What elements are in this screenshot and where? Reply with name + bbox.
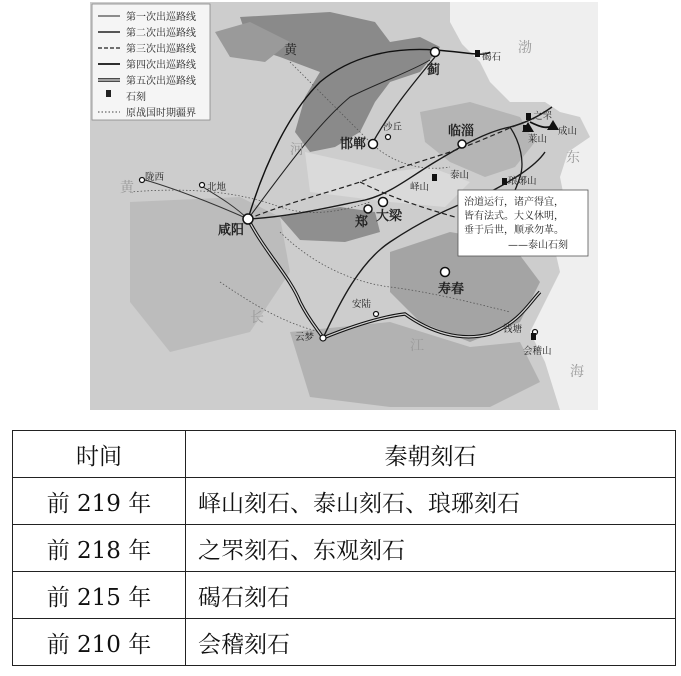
city-linzi: 临淄: [448, 124, 475, 139]
legend-item-2: 第二次出巡路线: [126, 28, 196, 39]
city-shaqiu: 沙丘: [383, 122, 403, 133]
city-handan: 邯郸: [340, 137, 367, 152]
table-row: [13, 619, 676, 666]
taishan-inscription-box: [458, 190, 588, 256]
city-longxi: 陇西: [145, 172, 165, 183]
row-time: 前 218 年: [13, 525, 186, 572]
header-time: 时间: [13, 431, 186, 478]
city-shouchun: 寿春: [438, 282, 465, 297]
label-dong: 东: [566, 150, 580, 166]
inscription-line-2: 皆有法式。大义休明，: [464, 211, 564, 222]
map-figure: [90, 2, 598, 410]
row-stones: 碣石刻石: [186, 572, 676, 619]
city-yunmeng: 云梦: [295, 332, 315, 343]
legend-item-6: 石刻: [126, 92, 146, 103]
table-row: [13, 572, 676, 619]
map-legend: [92, 4, 210, 120]
legend-item-7: 原战国时期疆界: [126, 108, 196, 119]
legend-item-4: 第四次出巡路线: [126, 60, 196, 71]
label-he: 河: [290, 142, 304, 158]
city-laishan: 莱山: [528, 134, 548, 145]
row-time: 前 215 年: [13, 572, 186, 619]
header-stones: 秦朝刻石: [186, 431, 676, 478]
table-row: [13, 525, 676, 572]
row-time: 前 219 年: [13, 478, 186, 525]
label-bo: 渤: [518, 40, 532, 56]
legend-item-1: 第一次出巡路线: [126, 12, 196, 23]
label-huang: 黄: [284, 43, 298, 58]
city-ji: 蓟: [427, 63, 441, 78]
city-taishan: 泰山: [450, 170, 470, 181]
legend-item-3: 第三次出巡路线: [126, 44, 196, 55]
city-anlu: 安陆: [352, 299, 372, 310]
row-stones: 之罘刻石、东观刻石: [186, 525, 676, 572]
inscription-line-3: 垂于后世，顺承勿革。: [464, 225, 564, 236]
city-chengshan: 成山: [558, 126, 578, 137]
city-zhifu: 之罘: [533, 111, 553, 122]
city-xianyang: 咸阳: [218, 223, 245, 238]
label-chang: 长: [250, 310, 264, 326]
row-time: 前 210 年: [13, 619, 186, 666]
city-zheng: 郑: [355, 215, 369, 230]
inscription-line-1: 治道运行，诸产得宜，: [464, 197, 564, 208]
city-qiantang: 钱塘: [503, 324, 523, 335]
label-hai: 海: [570, 364, 584, 380]
table-row: [13, 478, 676, 525]
label-jiang: 江: [410, 338, 424, 354]
legend-item-5: 第五次出巡路线: [126, 76, 196, 87]
row-stones: 峄山刻石、泰山刻石、琅琊刻石: [186, 478, 676, 525]
qin-stone-inscription-table: [12, 430, 676, 666]
city-kuaiji: 会稽山: [523, 346, 552, 357]
city-jieshi: 碣石: [482, 52, 502, 63]
row-stones: 会稽刻石: [186, 619, 676, 666]
city-langya: 琅琊山: [508, 176, 537, 187]
table-header-row: [13, 431, 676, 478]
label-yellow-sea: 黄: [120, 180, 134, 196]
inscription-source: ——泰山石刻: [508, 240, 568, 251]
city-beidi: 北地: [207, 182, 227, 193]
city-yishan: 峄山: [410, 182, 430, 193]
city-daliang: 大梁: [376, 209, 403, 224]
